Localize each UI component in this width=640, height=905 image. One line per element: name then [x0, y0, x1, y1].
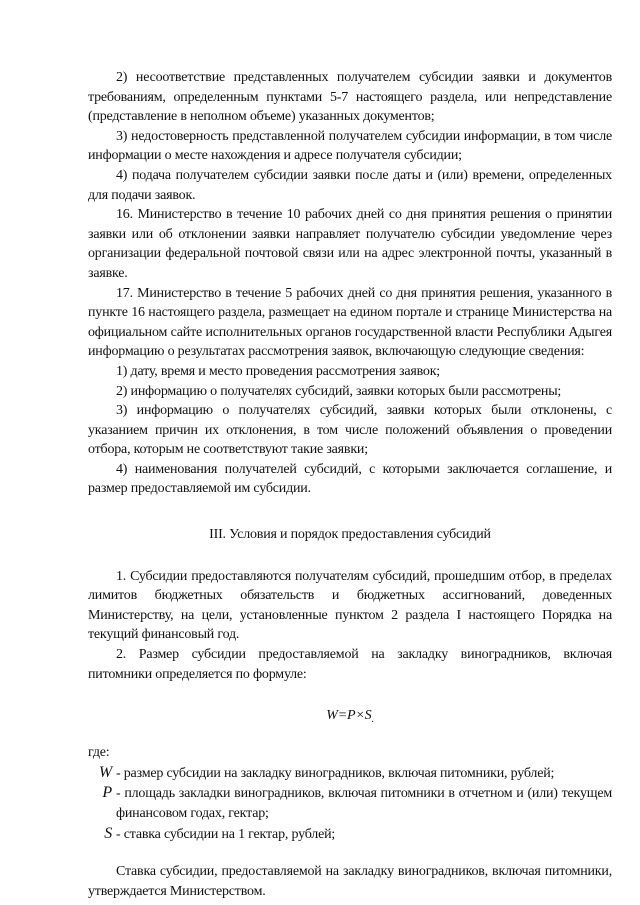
definition-w: [88, 763, 612, 784]
clause-16: 16. Министерство в течение 10 рабочих дней со дня принятия решения о принятии заявки или об отклонении заявки направляет получателю субсидии уведомление через организации федеральной почтовой связи или на адрес электронной почты, указанный в заявке.: [88, 207, 612, 281]
formula-period: .: [371, 714, 374, 726]
definition-s: [88, 824, 612, 845]
formula-expression: W=P×S: [326, 708, 372, 724]
list-item: 4) наименования получателей субсидий, с которыми заключается соглашение, и размер предоставляемой им субсидии.: [88, 461, 612, 497]
where-label: где:: [88, 745, 110, 761]
clause-1: 1. Субсидии предоставляются получателям субсидий, прошедшим отбор, в пределах лимитов бюджетных обязательств и бюджетных ассигнований, доведенных Министерству, на цели, установленные пунктом 2 раздела I настоящего Порядка на текущий финансовый год.: [88, 568, 612, 643]
list-item: 2) информацию о получателях субсидий, заявки которых были рассмотрены;: [116, 383, 562, 399]
list-item: 4) подача получателем субсидии заявки после даты и (или) времени, определенных для подачи заявок.: [88, 167, 612, 203]
symbol-p: P: [102, 784, 112, 802]
symbol-w: W: [98, 763, 112, 781]
closing-paragraph: Ставка субсидии, предоставляемой на закладку виноградников, включая питомники, утверждается Министерством.: [88, 864, 612, 899]
document-page: [88, 68, 612, 901]
definition-p: [88, 783, 612, 823]
definition-text: - ставка субсидии на 1 гектар, рублей;: [116, 826, 336, 842]
list-item: 3) информацию о получателях субсидий, заявки которых были отклонены, с указанием причин их отклонения, в том числе положений объявления о проведении отбора, которым не соответствуют такие заявки;: [88, 403, 612, 458]
list-item: 2) несоответствие представленных получателем субсидии заявки и документов требованиям, определенным пунктами 5-7 настоящего раздела, или непредставление (представление в неполном объеме) указанных документов;: [88, 70, 612, 125]
clause-17: 17. Министерство в течение 5 рабочих дней со дня принятия решения, указанного в пункте 16 настоящего раздела, размещает на едином портале и странице Министерства на официальном сайте исполнительных органов государственной власти Республики Адыгея информацию о результатах рассмотрения заявок, включающую следующие сведения:: [88, 285, 612, 360]
list-item: 1) дату, время и место проведения рассмотрения заявок;: [116, 363, 440, 379]
list-item: 3) недостоверность представленной получателем субсидии информации, в том числе информации о месте нахождения и адресе получателя субсидии;: [88, 128, 612, 164]
symbol-s: S: [104, 824, 112, 842]
definition-text: - размер субсидии на закладку виноградников, включая питомники, рублей;: [116, 765, 555, 781]
clause-2: 2. Размер субсидии предоставляемой на закладку виноградников, включая питомники определяется по формуле:: [88, 647, 612, 682]
definition-text: - площадь закладки виноградников, включая питомники в отчетном и (или) текущем финансовом годах, гектар;: [116, 786, 612, 821]
section-heading: III. Условия и порядок предоставления субсидий: [209, 527, 491, 543]
formula: [88, 706, 612, 727]
